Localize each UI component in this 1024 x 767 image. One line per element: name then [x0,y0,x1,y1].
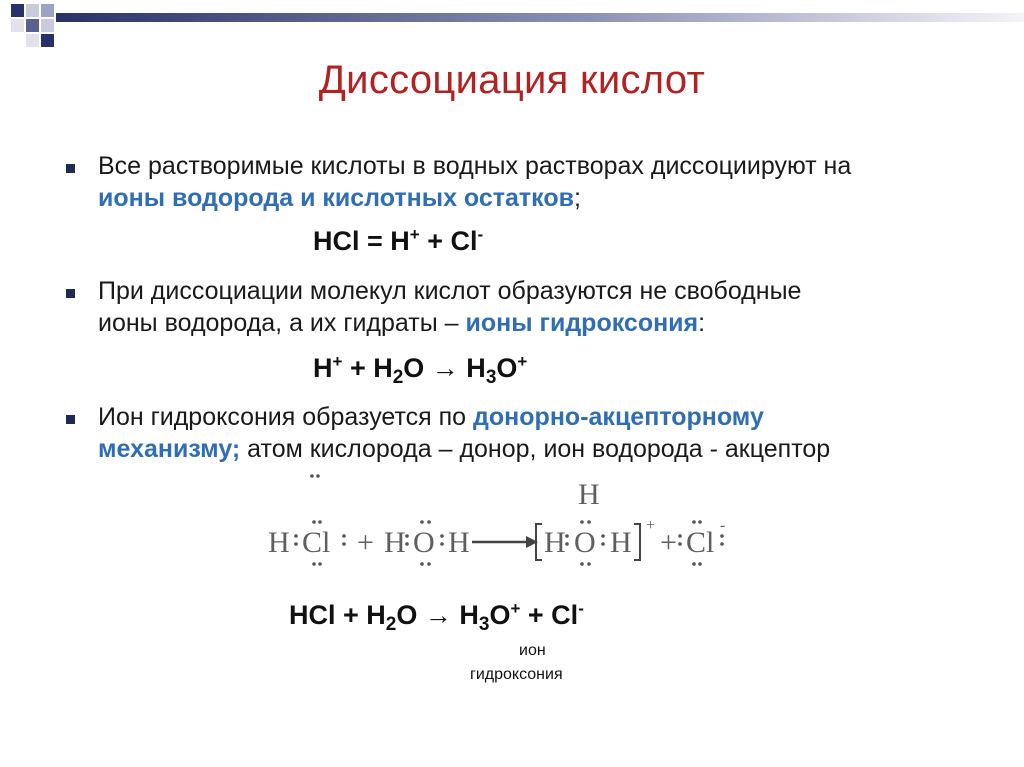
bullet-3-line-1: Ион гидроксония образуется по донорно-акцепторному [98,403,764,431]
lewis-h: H [384,526,406,559]
lewis-cl: Cl [302,526,331,559]
highlight-text: донорно-акцепторному [473,403,764,431]
highlight-text: ионы гидроксония [465,309,699,337]
lewis-cl: Cl [686,526,715,559]
header-decoration [0,0,1024,60]
bullet-1-line-2 [98,182,581,214]
bullet-2-line-1: При диссоциации молекул кислот образуются не свободные [98,277,802,305]
highlight-text: механизму; [98,435,241,463]
bullet-marker [66,415,75,424]
lewis-plus: + [660,526,677,559]
lewis-h: H [544,526,566,559]
bullet-marker [66,164,75,173]
lewis-h: H [448,526,470,559]
punctuation: ; [574,184,581,212]
lewis-structure-diagram [262,472,732,582]
lewis-h: H [578,478,600,511]
bullet-1-line-1: Все растворимые кислоты в водных растворах диссоциируют на [98,152,852,180]
lewis-h: H [268,526,290,559]
bullet-3-line-2: механизму; атом кислорода – донор, ион водорода - акцептор [98,435,831,463]
lewis-o: O [413,526,435,559]
bullet-2-line-2: ионы водорода, а их гидраты – ионы гидроксония: [98,309,706,337]
equation-hydronium-formation: $H^+ + H_2O \to H_3O^+$ [313,352,528,388]
caption-ion: ион [519,642,546,659]
lewis-plus: + [357,526,374,559]
lewis-charge: - [720,517,726,534]
lewis-o: O [574,526,596,559]
bullet-marker [66,289,75,298]
equation-hcl-dissociation: HCl = H+ + Cl- [313,225,484,256]
slide-title: Диссоциация кислот [318,58,706,102]
lewis-charge: + [646,517,656,534]
highlight-text: ионы водорода и кислотных остатков [98,184,574,212]
equation-hcl-water: HCl + $H_2O \to H_3O^+ + Cl^-$ [289,599,584,635]
lewis-h: H [610,526,632,559]
caption-hydronium: гидроксония [470,666,563,683]
